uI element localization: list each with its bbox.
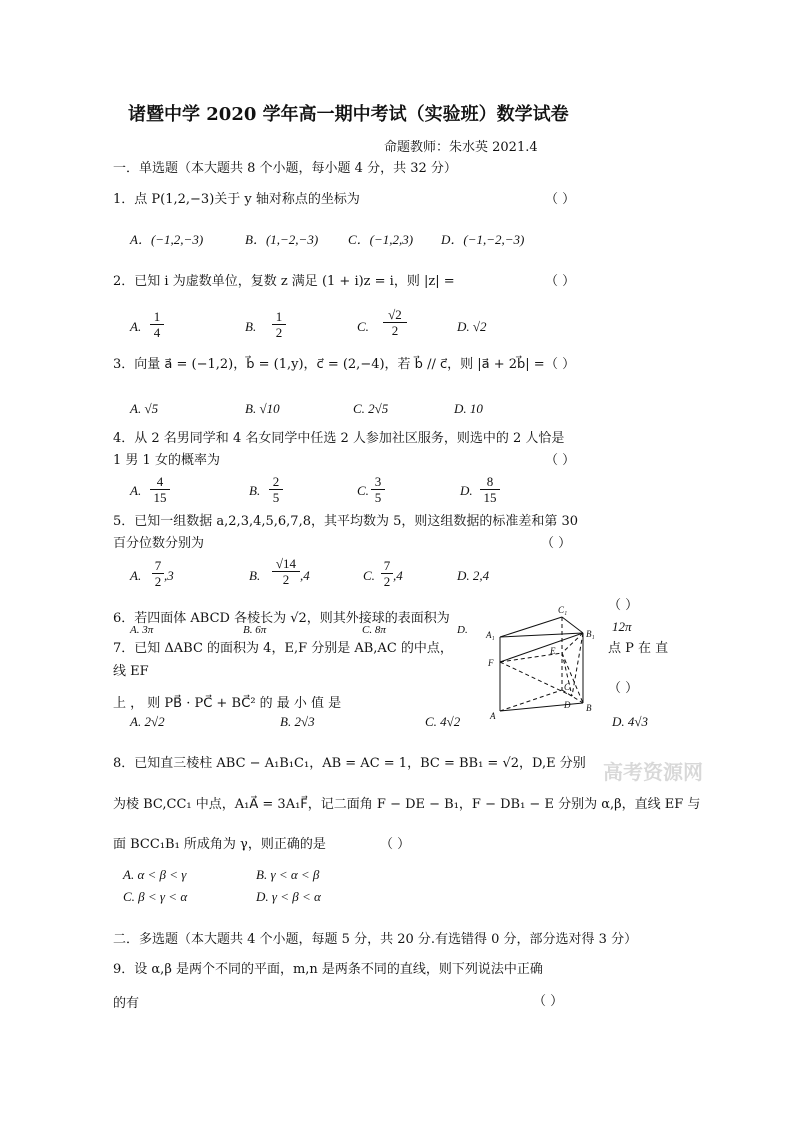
q4-option-d-label: D. <box>460 483 473 498</box>
q2-option-a-label: A. <box>130 319 142 334</box>
q3-stem: 3．向量 a⃗ = (−1,2)，b⃗ = (1,y)，c⃗ = (2,−4)，若 b⃗ // c⃗，则 |a⃗ + 2b⃗| = <box>113 357 545 372</box>
numerator: 1 <box>275 309 283 324</box>
watermark: 高考资源网 <box>603 760 703 784</box>
q5-option-a-label: A. <box>130 568 142 583</box>
q5-stem-line1: 5．已知一组数据 a,2,3,4,5,6,7,8，其平均数为 5，则这组数据的标准差和第 30 <box>113 514 579 529</box>
q8-option-c: C. β < γ < α <box>123 889 188 904</box>
numerator: 7 <box>383 558 391 573</box>
q6-option-b: B. 6π <box>243 624 267 636</box>
q1-option-b: B．(1,−2,−3) <box>245 232 319 247</box>
q7-option-d: D. 4√3 <box>612 714 649 729</box>
q7-paren: （ ） <box>608 681 639 696</box>
q1-option-a: A．(−1,2,−3) <box>130 232 204 247</box>
q1-option-c: C．(−1,2,3) <box>348 232 414 247</box>
q5-option-a-fraction <box>152 558 164 589</box>
q4-option-a-label: A. <box>130 483 142 498</box>
q8-option-b: B. γ < α < β <box>256 867 320 882</box>
q7-stem-line1-right: 点 P 在 直 <box>608 641 669 656</box>
numerator: 2 <box>272 474 280 489</box>
q8-option-a: A. α < β < γ <box>123 867 187 882</box>
q9-stem-line2: 的有 <box>113 996 140 1011</box>
label-b: B <box>586 703 592 713</box>
q3-option-b: B. √10 <box>245 401 280 416</box>
q5-paren: （ ） <box>541 536 572 551</box>
q6-stem: 6．若四面体 ABCD 各棱长为 √2，则其外接球的表面积为 <box>113 611 450 626</box>
q1-option-d: D．(−1,−2,−3) <box>441 232 525 247</box>
q2-stem: 2．已知 i 为虚数单位，复数 z 满足 (1 + i)z = i，则 |z| = <box>113 274 455 289</box>
denominator: 2 <box>391 323 399 338</box>
numerator: 1 <box>153 309 161 324</box>
q2-option-d: D. √2 <box>457 319 487 334</box>
q5-option-a-tail: ,3 <box>164 568 174 583</box>
label-f: F <box>488 658 494 668</box>
q6-option-d-value: 12π <box>612 619 632 634</box>
label-c1: C₁ <box>558 605 568 615</box>
q4-stem-line2: 1 男 1 女的概率为 <box>113 453 220 468</box>
q6-option-a: A. 3π <box>130 624 154 636</box>
numerator: √14 <box>275 556 297 571</box>
edge-a-b <box>500 703 583 711</box>
label-d: D <box>564 700 571 710</box>
q7-option-b: B. 2√3 <box>280 714 315 729</box>
denominator: 15 <box>483 490 497 505</box>
q4-option-b-label: B. <box>249 483 261 498</box>
q5-option-c-fraction <box>381 558 393 589</box>
numerator: √2 <box>388 307 402 322</box>
q7-option-a: A. 2√2 <box>130 714 165 729</box>
q2-option-b-fraction <box>272 309 286 340</box>
q8-stem-line2: 为棱 BC,CC₁ 中点，A₁A⃗ = 3A₁F⃗，记二面角 F − DE − B₁，F − DB₁ − E 分别为 α,β，直线 EF 与 <box>113 797 701 812</box>
q2-paren: （ ） <box>545 274 576 289</box>
q8-stem-line1: 8．已知直三棱柱 ABC − A₁B₁C₁，AB = AC = 1，BC = BB₁ = √2，D,E 分别 <box>113 756 586 771</box>
section-2-heading: 二．多选题（本大题共 4 个小题，每题 5 分，共 20 分.有选错得 0 分，部分选对得 3 分） <box>113 932 638 947</box>
q5-option-c-label: C. <box>363 568 375 583</box>
q4-paren: （ ） <box>545 453 576 468</box>
q5-option-b-label: B. <box>249 568 261 583</box>
q5-option-b-fraction <box>272 556 300 587</box>
q5-stem-line2: 百分位数分别为 <box>113 536 205 551</box>
line-b1-d <box>572 633 583 696</box>
q2-option-a-fraction <box>150 309 164 340</box>
q8-paren: （ ） <box>380 837 411 852</box>
numerator: 7 <box>154 558 162 573</box>
q3-option-a: A. √5 <box>130 401 159 416</box>
edge-a1-b1 <box>500 633 583 637</box>
denominator: 15 <box>153 490 167 505</box>
section-1-heading: 一．单选题（本大题共 8 个小题，每小题 4 分，共 32 分） <box>113 161 457 176</box>
q8-option-d: D. γ < β < α <box>256 889 321 904</box>
denominator: 2 <box>275 325 283 340</box>
q8-stem-line3: 面 BCC₁B₁ 所成角为 γ，则正确的是 <box>113 837 326 852</box>
q7-stem-line1: 7．已知 ΔABC 的面积为 4，E,F 分别是 AB,AC 的中点， <box>113 641 453 656</box>
q4-stem-line1: 4．从 2 名男同学和 4 名女同学中任选 2 人参加社区服务，则选中的 2 人恰是 <box>113 431 565 446</box>
numerator: 4 <box>156 474 164 489</box>
denominator: 2 <box>282 572 290 587</box>
label-b1: B₁ <box>586 629 595 639</box>
q3-option-c: C. 2√5 <box>353 401 389 416</box>
q9-paren: （ ） <box>533 994 564 1009</box>
label-a: A <box>490 711 496 721</box>
q4-option-b-fraction <box>269 474 283 505</box>
q6-option-c: C. 8π <box>362 624 386 636</box>
q5-option-c-tail: ,4 <box>393 568 403 583</box>
q4-option-a-fraction <box>150 474 170 505</box>
q3-option-d: D. 10 <box>454 401 483 416</box>
q7-stem-line3: 上 ， 则 PB⃗ · PC⃗ + BC⃗² 的 最 小 值 是 <box>113 696 342 711</box>
q3-paren: （ ） <box>545 357 576 372</box>
q2-option-b-label: B. <box>245 319 257 334</box>
denominator: 5 <box>374 490 382 505</box>
q4-option-d-fraction <box>480 474 500 505</box>
q4-option-c-fraction <box>371 474 385 505</box>
denominator: 2 <box>383 574 391 589</box>
numerator: 8 <box>486 474 494 489</box>
prism-figure <box>480 600 605 725</box>
q4-option-c-label: C. <box>357 483 369 498</box>
line-f-d <box>500 662 572 696</box>
q1-stem: 1．点 P(1,2,−3)关于 y 轴对称点的坐标为 <box>113 192 360 207</box>
numerator: 3 <box>374 474 382 489</box>
label-c: C <box>564 682 571 692</box>
q5-option-d: D. 2,4 <box>457 568 490 583</box>
denominator: 2 <box>154 574 162 589</box>
author-line: 命题教师：朱水英 2021.4 <box>384 140 538 155</box>
edge-c1-b1 <box>562 617 583 633</box>
q7-option-c: C. 4√2 <box>425 714 461 729</box>
q6-paren: （ ） <box>608 598 639 613</box>
q9-stem-line1: 9．设 α,β 是两个不同的平面，m,n 是两条不同的直线，则下列说法中正确 <box>113 962 543 977</box>
denominator: 5 <box>272 490 280 505</box>
q5-option-b-tail: ,4 <box>300 568 310 583</box>
label-a1: A₁ <box>486 630 495 640</box>
label-e: E <box>550 646 556 656</box>
q6-option-d-label: D. <box>457 624 468 636</box>
line-f-b1 <box>500 633 583 662</box>
q7-stem-line2: 线 EF <box>113 664 149 679</box>
exam-title: 诸暨中学 2020 学年高一期中考试（实验班）数学试卷 <box>128 104 569 125</box>
q2-option-c-fraction <box>383 307 407 338</box>
denominator: 4 <box>153 325 161 340</box>
q2-option-c-label: C. <box>357 319 369 334</box>
q1-paren: （ ） <box>545 192 576 207</box>
